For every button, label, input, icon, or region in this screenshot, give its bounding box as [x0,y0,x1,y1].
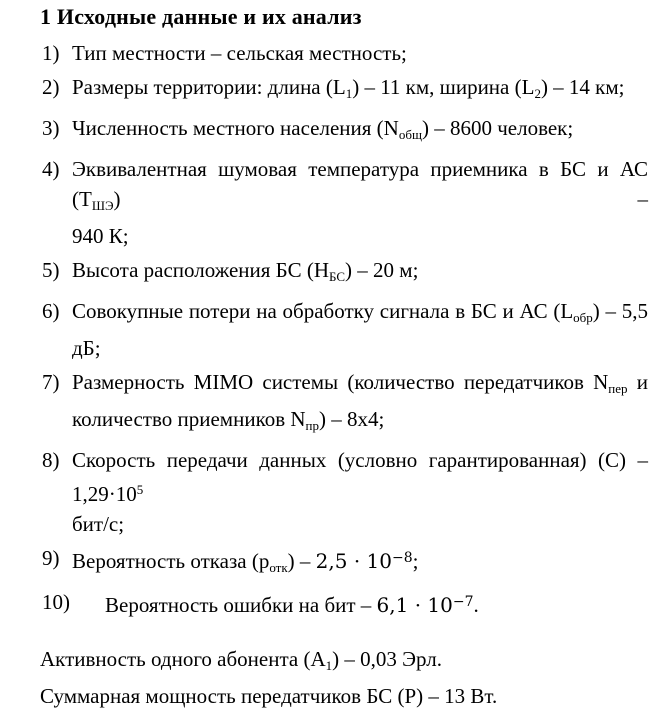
text-run: ) – 8600 человек; [421,116,574,140]
sub-text: ШЭ [91,198,114,213]
sub-text: отк [269,560,288,575]
list-item-4 [40,154,648,251]
list-item-number: 6) [42,299,60,323]
text-run: ) – 20 м; [345,258,419,282]
math-sup-text: −8 [391,550,413,566]
text-run: ) – 0,03 Эрл. [332,647,442,671]
sub-text: 1 [345,86,353,101]
text-run: Тип местности – сельская местность; [72,41,407,65]
text-run: ) – 14 км; [540,75,625,99]
list-item-line [72,255,648,292]
list-item-line [72,509,648,539]
list-item-10 [40,587,648,620]
list-item-line [72,38,648,68]
text-run: Вероятность отказа (р [72,549,270,573]
list-item-number: 2) [42,75,60,99]
sub-text: обр [573,310,593,325]
list-item-number: 10) [42,590,70,614]
text-run: Суммарная мощность передатчиков БС (Р) – 13 Вт. [40,684,498,708]
text-run: Размерность MIMO системы (количество передатчиков N [72,370,609,394]
sub-text: БС [329,269,346,284]
list-item-line [105,587,648,620]
text-run: ) – 5,5 дБ; [72,299,648,360]
list-item-line [72,296,648,363]
text-run: ) – [287,549,316,573]
math-text: 6,1 · 10 [376,593,453,617]
sub-text: пер [608,381,628,396]
list-item-line [72,445,648,509]
sup-text: 5 [136,482,144,497]
text-run: Активность одного абонента (А [40,647,326,671]
list-item-2 [40,72,648,109]
list-item-9 [40,543,648,583]
closing-paragraphs [40,644,648,711]
sub-text: общ [398,127,422,142]
section-heading: 1 Исходные данные и их анализ [40,4,362,29]
closing-paragraph-2 [40,681,648,711]
closing-paragraph-1 [40,644,648,681]
sub-text: пр [305,418,320,433]
list-item-line [72,367,648,404]
list-item-line [72,543,648,583]
list-item-line [72,404,648,441]
list-item-6 [40,296,648,363]
text-run: Совокупные потери на обработку сигнала в БС и АС (L [72,299,574,323]
text-run: ; [412,549,419,573]
sub-text: 1 [325,658,333,673]
text-run: Высота расположения БС (Н [72,258,329,282]
list-item-8 [40,445,648,539]
text-run: бит/с; [72,512,125,536]
text-run: Вероятность ошибки на бит – [105,593,377,617]
list-item-line [72,113,648,150]
sub-text: 2 [534,86,541,101]
text-run: Размеры территории: длина (L [72,75,346,99]
text-run: ) – [113,187,648,211]
list-item-number: 4) [42,157,60,181]
list-item-number: 5) [42,258,60,282]
list-item-7 [40,367,648,441]
text-run: Скорость передачи данных (условно гарантированная) (С) – 1,29·10 [72,448,648,506]
list-item-number: 1) [42,41,60,65]
text-run: и [627,370,648,394]
numbered-list [40,38,648,620]
list-item-number: 7) [42,370,60,394]
list-item-1 [40,38,648,68]
text-run: Численность местного населения (N [72,116,399,140]
text-run: ) – 11 км, ширина (L [352,75,535,99]
list-item-number: 8) [42,448,60,472]
math-sup-text: −7 [452,594,474,610]
text-run: 940 К; [72,224,129,248]
text-run: ) – 8х4; [319,407,385,431]
text-run: . [473,593,479,617]
list-item-line [72,72,648,109]
list-item-line [72,221,648,251]
list-item-5 [40,255,648,292]
list-item-number: 9) [42,546,60,570]
list-item-3 [40,113,648,150]
text-run: Эквивалентная шумовая температура приемника в БС и АС (Т [72,157,648,211]
list-item-number: 3) [42,116,60,140]
math-text: 2,5 · 10 [315,549,392,573]
list-item-line [72,154,648,221]
text-run: количество приемников N [72,407,306,431]
